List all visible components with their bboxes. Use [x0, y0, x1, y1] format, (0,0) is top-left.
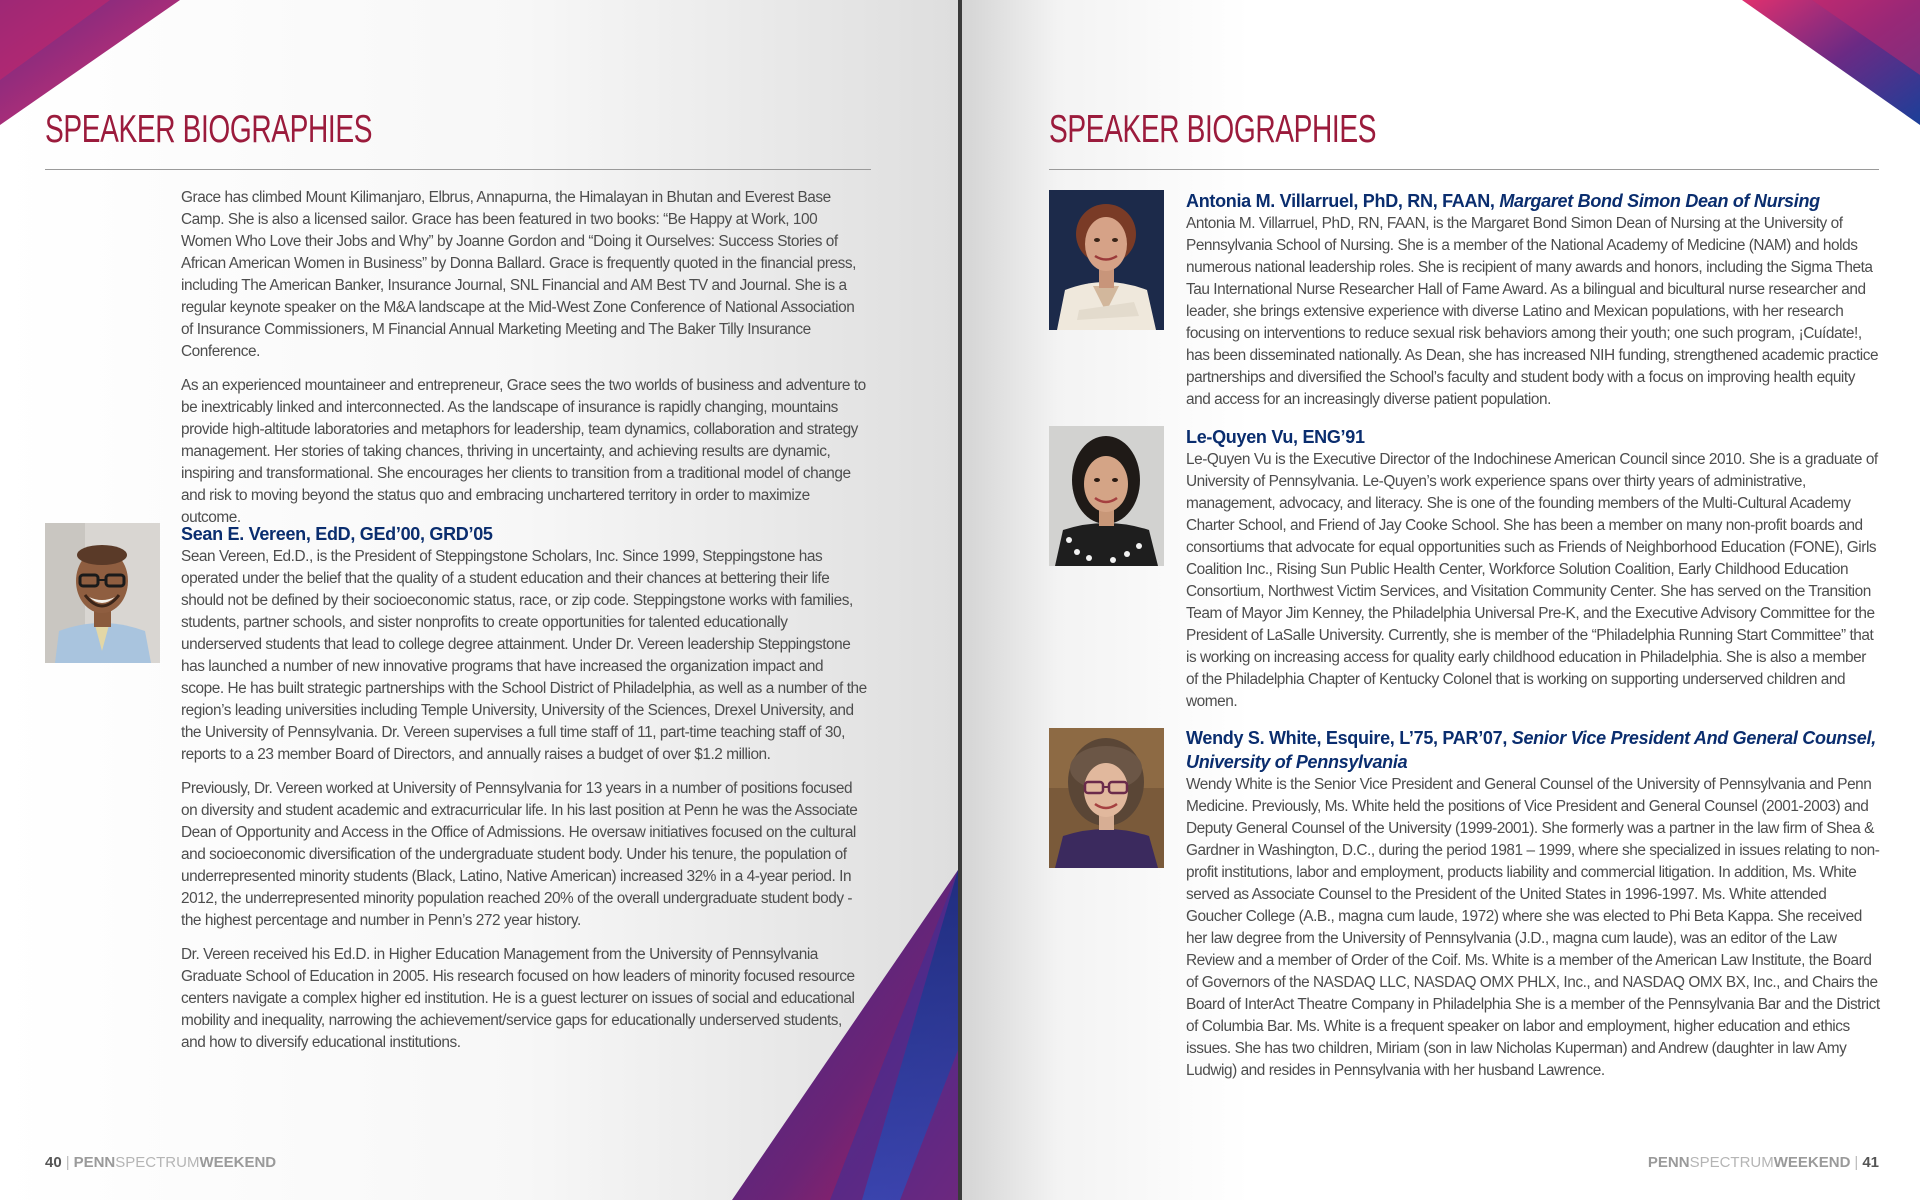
bio-paragraph: Le-Quyen Vu is the Executive Director of the Indochinese American Council since 2010. She is a graduate of University of Pennsylvania. Le-Quyen’s work experience spans over thirty years of administrative, management, advocacy, and literacy. She is one of the founding members of the Multi-Cultural Academy Charter School, and Friend of Jay Cooke School. She has been a member on many non-profit boards and consortiums that advocate for equal opportunities such as Friends of Neighborhood Education (FONE), Girls Coalition Inc., Rising Sun Public Health Center, Workforce Solution Coalition, Early Childhood Education Consortium, Northwest Victim Services, and Visitation Community Center. She has served on the Transition Team of Mayor Jim Kenney, the Philadelphia Universal Pre-K, and the Executive Advisory Committee for the President of LaSalle University. Currently, she is member of the “Philadelphia Running Start Committee” that is working on increasing access for quality early childhood education in Philadelphia. She is also a member of the Philadelphia Chapter of Kentucky Colonel that is working on supporting underserved children and women.	[1186, 451, 1878, 710]
page-number: 40	[45, 1154, 62, 1171]
bio-name	[1186, 189, 1881, 213]
bio-title: Margaret Bond Simon Dean of Nursing	[1499, 191, 1820, 211]
bio-paragraph: Antonia M. Villarruel, PhD, RN, FAAN, is the Margaret Bond Simon Dean of Nursing at the University of Pennsylvania School of Nursing. She is a member of the National Academy of Medicine (NAM) and holds numerous national leadership roles. She is recipient of many awards and honors, including the Sigma Theta Tau International Nurse Researcher Hall of Fame Award. As a bilingual and bicultural nurse researcher and leader, she brings extensive experience with diverse Latino and Mexican populations, with her research focusing on interventions to reduce sexual risk behaviors among their youth; one such program, ¡Cuídate!, has been disseminated nationally. As Dean, she has increased NIH funding, strengthened academic practice partnerships and diversified the School’s faculty and student body with a focus on improving health equity and access for an increasingly diverse patient population.	[1186, 215, 1879, 408]
page-number: 41	[1862, 1154, 1879, 1171]
wendy-white-photo	[1049, 728, 1164, 868]
page-footer-right	[1648, 1154, 1879, 1171]
bio-name-text: Antonia M. Villarruel, PhD, RN, FAAN,	[1186, 191, 1495, 211]
antonia-villarruel-bio	[1186, 189, 1881, 423]
page-heading: SPEAKER BIOGRAPHIES	[1049, 108, 1377, 151]
bio-paragraph: Previously, Dr. Vereen worked at University of Pennsylvania for 13 years in a number of positions focused on diversity and student academic and extracurricular life. In his last position at Penn he was the Associate Dean of Opportunity and Access in the Office of Admissions. He oversaw initiatives focused on the cultural and socioeconomic diversification of the undergraduate student body. Under his tenure, the population of underrepresented minority students (Black, Latino, Native American) increased 32% in a 4-year period. In 2012, the underrepresented minority population reached 20% of the overall undergraduate student body - the highest percentage and number in Penn’s 272 year history.	[181, 780, 858, 929]
grace-bio-continuation	[181, 187, 869, 541]
footer-separator: |	[65, 1154, 70, 1171]
brand-part-1: PENN	[73, 1154, 116, 1171]
bio-paragraph: Dr. Vereen received his Ed.D. in Higher Education Management from the University of Pennsylvania Graduate School of Education in 2005. His research focused on how leaders of minority focused resource centers navigate a complex higher ed institution. He is a guest lecturer on issues of social and educational mobility and inequality, narrowing the achievement/service gaps for educationally underserved students, and how to diversify educational institutions.	[181, 946, 855, 1051]
page-heading: SPEAKER BIOGRAPHIES	[45, 108, 373, 151]
bio-title: Senior Vice President And General Counsel, University of Pennsylvania	[1186, 728, 1876, 772]
bio-name: Sean E. Vereen, EdD, GEd’00, GRD’05	[181, 524, 493, 544]
bio-paragraph: Sean Vereen, Ed.D., is the President of Steppingstone Scholars, Inc. Since 1999, Steppingstone has operated under the belief that the quality of a student education and their chances at bettering their life should not be defined by their socioeconomic status, race, or zip code. Steppingstone works with families, students, partner schools, and sister nonprofits to create opportunities for talented educationally underserved students that lead to college degree attainment. Under Dr. Vereen leadership Steppingstone has launched a number of new innovative programs that have increased the organization impact and scope. He has built strategic partnerships with the School District of Philadelphia, as well as a number of the region’s leading universities including Temple University, University of the Sciences, Drexel University, and the University of Pennsylvania. Dr. Vereen supervises a full time staff of 11, part-time teaching staff of 30, reports to a 23 member Board of Directors, and annually raises a budget of over $1.2 million.	[181, 548, 867, 763]
brand-part-3: WEEKEND	[1773, 1154, 1851, 1171]
sean-vereen-bio	[181, 522, 869, 1066]
bio-paragraph: Wendy White is the Senior Vice President and General Counsel of the University of Pennsylvania and Penn Medicine. Previously, Ms. White held the positions of Vice President and General Counsel (2001-2003) and Deputy General Counsel of the University (1999-2001). She formerly was a partner in the law firm of Shea & Gardner in Washington, D.C., during the period 1981 – 1999, where she specialized in issues relating to non-profit institutions, labor and employment, products liability and commercial litigation. In addition, Ms. White served as Associate Counsel to the President of the United States in 1996-1997. Ms. White attended Goucher College (A.B., magna cum laude, 1972) where she was elected to Phi Beta Kappa. She received her law degree from the University of Pennsylvania (J.D., magna cum laude), was an editor of the Law Review and a member of Order of the Coif. Ms. White is a member of the American Law Institute, the Board of Governors of the NASDAQ LLC, NASDAQ OMX PHLX, Inc., and NASDAQ OMX BX, Inc., and Chairs the Board of InterAct Theatre Company in Philadelphia She is a member of the Pennsylvania Bar and the District of Columbia Bar. Ms. White is a frequent speaker on labor and employment, higher education and ethics issues. She has two children, Miriam (son in law Nicholas Kuperman) and Andrew (daughter in law Amy Ludwig) and resides in Pennsylvania with her husband Lawrence.	[1186, 776, 1880, 1079]
intro-paragraph: Grace has climbed Mount Kilimanjaro, Elbrus, Annapurna, the Himalayan in Bhutan and Everest Base Camp. She is also a licensed sailor. Grace has been featured in two books: “Be Happy at Work, 100 Women Who Love their Jobs and Why” by Joanne Gordon and “Doing it Ourselves: Success Stories of African American Women in Business” by Donna Ballard. Grace is frequently quoted in the financial press, including The American Banker, Insurance Journal, SNL Financial and AM Best TV and Journal. She is a regular keynote speaker on the M&A landscape at the Mid-West Zone Conference of National Association of Insurance Commissioners, M Financial Annual Marketing Meeting and The Baker Tilly Insurance Conference.	[181, 189, 856, 360]
brand-part-2: SPECTRUM	[1689, 1154, 1774, 1171]
heading-divider	[1049, 169, 1879, 170]
sean-vereen-photo	[45, 523, 160, 663]
brand-part-2: SPECTRUM	[115, 1154, 200, 1171]
brand-part-3: WEEKEND	[199, 1154, 277, 1171]
footer-separator: |	[1854, 1154, 1859, 1171]
heading-divider	[45, 169, 871, 170]
right-page	[962, 0, 1920, 1200]
wendy-white-bio	[1186, 726, 1881, 1094]
brand-part-1: PENN	[1647, 1154, 1690, 1171]
intro-paragraph: As an experienced mountaineer and entrepreneur, Grace sees the two worlds of business and adventure to be inextricably linked and interconnected. As the landscape of insurance is rapidly changing, mountains provide high-altitude laboratories and metaphors for leadership, team dynamics, collaboration and strategy management. Her stories of taking chances, thriving in uncertainty, and achieving results are dynamic, inspiring and transformational. She encourages her clients to transition from a traditional model of change and risk to moving beyond the status quo and embracing unchartered territory in order to maximize outcome.	[181, 377, 866, 526]
page-footer-left	[45, 1154, 276, 1171]
le-quyen-vu-photo	[1049, 426, 1164, 566]
le-quyen-vu-bio	[1186, 425, 1881, 725]
bio-name-text: Wendy S. White, Esquire, L’75, PAR’07,	[1186, 728, 1508, 748]
bio-name	[1186, 726, 1881, 774]
antonia-villarruel-photo	[1049, 190, 1164, 330]
left-page	[0, 0, 958, 1200]
bio-name: Le-Quyen Vu, ENG’91	[1186, 427, 1365, 447]
